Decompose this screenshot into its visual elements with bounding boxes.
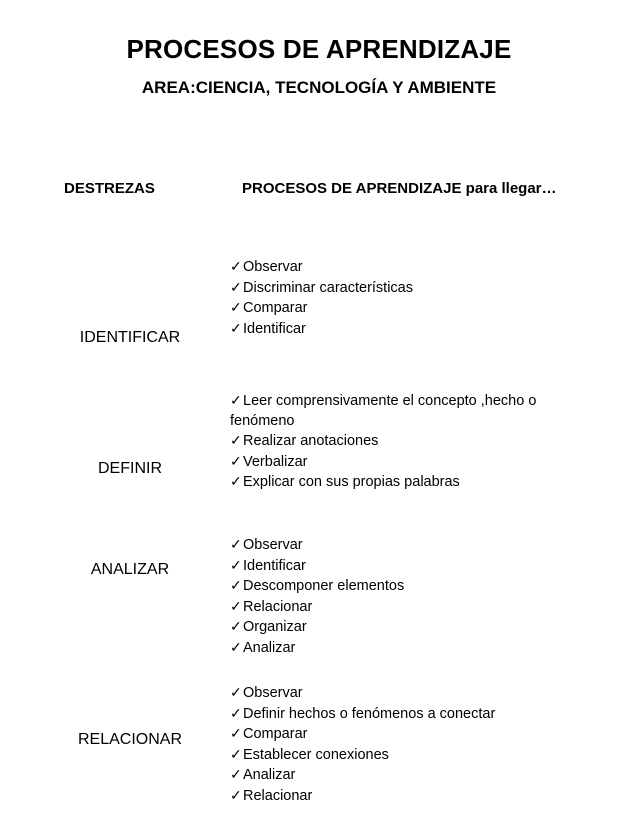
skill-relacionar: RELACIONAR	[77, 731, 183, 748]
skill-analizar: ANALIZAR	[90, 561, 170, 578]
checkmark-icon: ✓	[230, 638, 242, 655]
list-item: ✓Observar	[230, 258, 303, 275]
list-item: ✓Relacionar	[230, 597, 313, 615]
list-item: ✓Identificar	[230, 319, 306, 337]
checkmark-icon: ✓	[230, 432, 242, 449]
checkmark-icon: ✓	[230, 278, 242, 295]
checkmark-icon: ✓	[230, 473, 242, 490]
list-item: ✓Organizar	[230, 618, 307, 636]
list-item: ✓Definir hechos o fenómenos a conectar	[230, 704, 496, 722]
checkmark-icon: ✓	[230, 258, 242, 274]
list-item: ✓Realizar anotaciones	[230, 432, 379, 450]
steps-list-identificar	[230, 257, 570, 339]
checkmark-icon: ✓	[230, 556, 242, 573]
list-item: ✓Analizar	[230, 766, 296, 784]
checkmark-icon: ✓	[230, 704, 242, 721]
list-item: ✓Analizar	[230, 638, 296, 656]
list-item: ✓Establecer conexiones	[230, 745, 389, 763]
checkmark-icon: ✓	[230, 319, 242, 336]
steps-list-relacionar	[230, 683, 570, 807]
column-header-procesos: PROCESOS DE APRENDIZAJE para llegar…	[242, 180, 557, 197]
checkmark-icon: ✓	[230, 766, 242, 783]
checkmark-icon: ✓	[230, 452, 242, 469]
list-item: ✓Explicar con sus propias palabras	[230, 473, 460, 491]
list-item: ✓Discriminar características	[230, 278, 413, 296]
page-title: PROCESOS DE APRENDIZAJE	[126, 34, 512, 64]
list-item: ✓Verbalizar	[230, 452, 308, 470]
list-item: ✓Descomponer elementos	[230, 577, 405, 595]
list-item: ✓Observar	[230, 536, 303, 553]
list-item: ✓Comparar	[230, 299, 308, 317]
list-item: ✓Comparar	[230, 725, 308, 743]
steps-list-definir	[230, 391, 570, 493]
column-header-destrezas: DESTREZAS	[64, 180, 155, 197]
checkmark-icon: ✓	[230, 392, 242, 408]
checkmark-icon: ✓	[230, 536, 242, 552]
list-item: ✓Leer comprensivamente el concepto ,hecho o fenómeno	[230, 392, 537, 429]
steps-list-analizar	[230, 535, 570, 659]
checkmark-icon: ✓	[230, 684, 242, 700]
list-item: ✓Relacionar	[230, 786, 313, 804]
checkmark-icon: ✓	[230, 597, 242, 614]
checkmark-icon: ✓	[230, 299, 242, 316]
checkmark-icon: ✓	[230, 725, 242, 742]
list-item: ✓Observar	[230, 684, 303, 701]
checkmark-icon: ✓	[230, 786, 242, 803]
page-subtitle: AREA:CIENCIA, TECNOLOGÍA Y AMBIENTE	[141, 78, 497, 97]
list-item: ✓Identificar	[230, 556, 306, 574]
checkmark-icon: ✓	[230, 618, 242, 635]
checkmark-icon: ✓	[230, 577, 242, 594]
checkmark-icon: ✓	[230, 745, 242, 762]
skill-definir: DEFINIR	[98, 460, 162, 477]
skill-identificar: IDENTIFICAR	[79, 329, 181, 346]
